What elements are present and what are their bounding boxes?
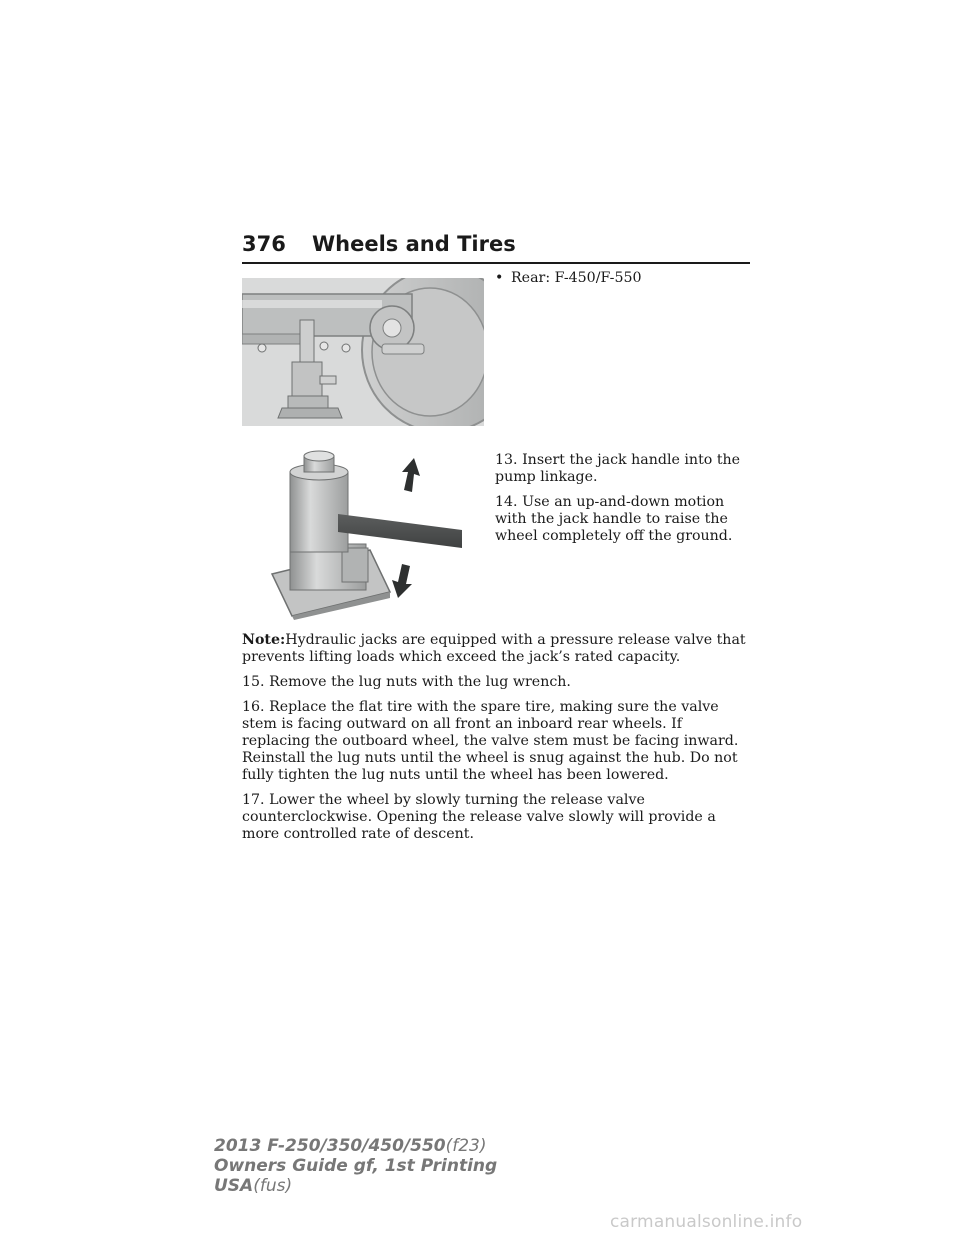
page-header — [242, 232, 750, 264]
note-text: Hydraulic jacks are equipped with a pressure release valve that prevents lifting loads which exceed the jack’s rated capacity. — [242, 632, 746, 665]
bottle-jack-illustration — [262, 444, 466, 620]
step-14-text: 14. Use an up-and-down motion with the jack handle to raise the wheel completely off the ground. — [495, 494, 733, 544]
note-paragraph — [242, 632, 750, 666]
footer-line-3 — [214, 1176, 497, 1196]
step-16-text: 16. Replace the flat tire with the spare tire, making sure the valve stem is facing outward on all front an inboard rear wheels. If replacing the outboard wheel, the valve stem must be facing inward. Reinstall the lug nuts until the wheel is snug against the hub. Do not fully tighten the lug nuts until the wheel has been lowered. — [242, 699, 739, 783]
print-footer — [214, 1136, 497, 1196]
watermark: carmanualsonline.info — [610, 1212, 803, 1232]
footer-region: USA — [214, 1176, 254, 1196]
step-15-text: 15. Remove the lug nuts with the lug wrench. — [242, 674, 571, 690]
footer-region-code: (fus) — [253, 1176, 293, 1196]
footer-model-code: (f23) — [445, 1136, 487, 1156]
step-17-text: 17. Lower the wheel by slowly turning the release valve counterclockwise. Opening the release valve slowly will provide a more controlled rate of descent. — [242, 792, 716, 842]
rear-axle-jack-illustration — [242, 278, 484, 426]
bullet-caption: Rear: F-450/F-550 — [511, 270, 642, 286]
bullet-rear-f450-f550 — [495, 270, 750, 287]
footer-model: 2013 F-250/350/450/550 — [214, 1136, 446, 1156]
section-title: Wheels and Tires — [312, 232, 516, 256]
footer-line-2: Owners Guide gf, 1st Printing — [214, 1156, 498, 1176]
bullet-marker: • — [495, 270, 504, 286]
page-number: 376 — [242, 232, 286, 256]
note-label: Note: — [242, 632, 286, 648]
footer-line-1 — [214, 1136, 497, 1156]
body-text-block — [242, 632, 750, 851]
step-13-text: 13. Insert the jack handle into the pump linkage. — [495, 452, 741, 485]
